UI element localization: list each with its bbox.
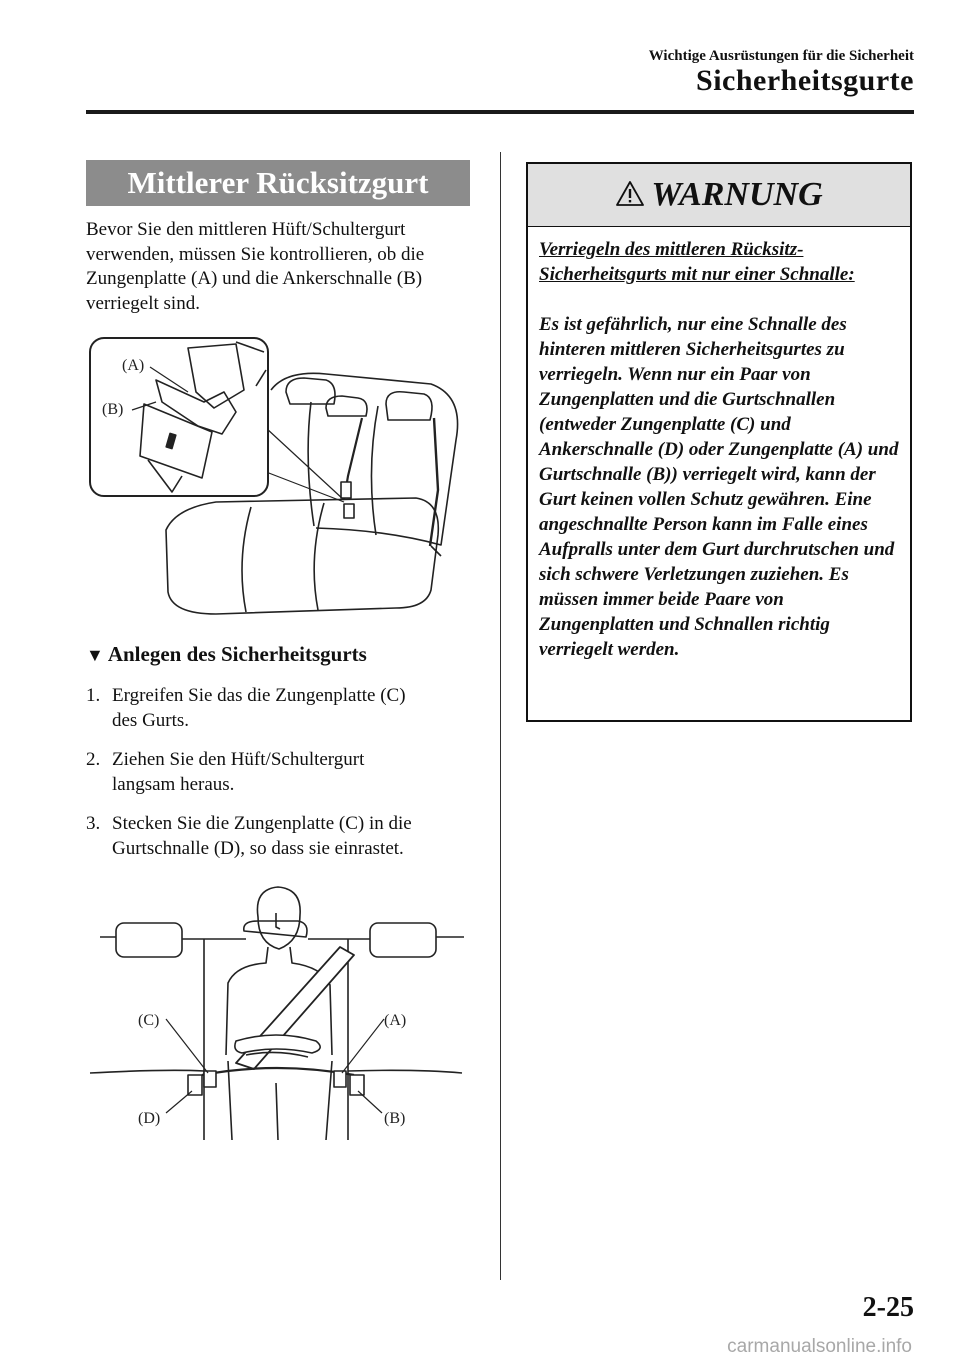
section-label: Wichtige Ausrüstungen für die Sicherheit [648, 48, 914, 64]
rear-seat-illustration [86, 330, 476, 620]
step-text: Ergreifen Sie das die Zungenplatte (C) [112, 685, 406, 706]
step-1 [86, 684, 481, 733]
warning-title: Verriegeln des mittleren Rücksitz-Sicherheitsgurts mit nur einer Schnalle: [539, 239, 855, 285]
warning-header [528, 164, 910, 227]
figure2-label-c: (C) [138, 1012, 160, 1029]
figure2-label-b: (B) [384, 1110, 406, 1127]
column-divider [500, 152, 501, 1280]
step-3 [86, 812, 481, 861]
intro-paragraph: Bevor Sie den mittleren Hüft/Schultergurt verwenden, müssen Sie kontrollieren, ob die Zungenplatte (A) und die Ankerschnalle (B) verriegelt sind. [86, 219, 425, 314]
step-text-continued: langsam heraus. [112, 773, 235, 795]
step-text: Stecken Sie die Zungenplatte (C) in die [112, 813, 412, 834]
header-rule [86, 110, 914, 114]
step-number: 1. [86, 685, 101, 706]
figure2-label-a: (A) [384, 1012, 407, 1029]
belted-passenger-illustration [86, 885, 476, 1145]
figure1-label-a: (A) [122, 357, 145, 374]
subheading-text: Anlegen des Sicherheitsgurts [107, 642, 367, 666]
step-text-continued: Gurtschnalle (D), so dass sie einrastet. [112, 837, 404, 859]
warning-triangle-icon [615, 180, 645, 207]
warning-heading: WARNUNG [651, 176, 823, 213]
section-heading: Mittlerer Rücksitzgurt [86, 160, 470, 206]
step-number: 3. [86, 813, 101, 834]
figure2-label-d: (D) [138, 1110, 161, 1127]
step-number: 2. [86, 749, 101, 770]
step-text: Ziehen Sie den Hüft/Schultergurt [112, 749, 365, 770]
subheading [86, 642, 367, 667]
step-text-continued: des Gurts. [112, 709, 190, 731]
chapter-title: Sicherheitsgurte [696, 64, 914, 97]
watermark: carmanualsonline.info [727, 1336, 912, 1357]
figure1-label-b: (B) [102, 401, 124, 418]
page-number: 2-25 [862, 1292, 914, 1323]
step-2 [86, 748, 481, 797]
warning-body: Es ist gefährlich, nur eine Schnalle des hinteren mittleren Sicherheitsgurtes zu verriegeln. Wenn nur ein Paar von Zungenplatten und die Gurtschnallen (entweder Zungenplatte (C) und Ankerschnalle (D) oder Zungenplatte (A) und Gurtschnalle (B)) verriegelt wird, kann der Gurt keinen vollen Schutz gewähren. Eine angeschnallte Person kann im Falle eines Aufpralls unter dem Gurt durchrutschen und sich schwere Verletzungen zuziehen. Es müssen immer beide Paare von Zungenplatten und Schnallen richtig verriegelt werden. [539, 314, 899, 660]
triangle-down-icon: ▼ [86, 645, 104, 665]
